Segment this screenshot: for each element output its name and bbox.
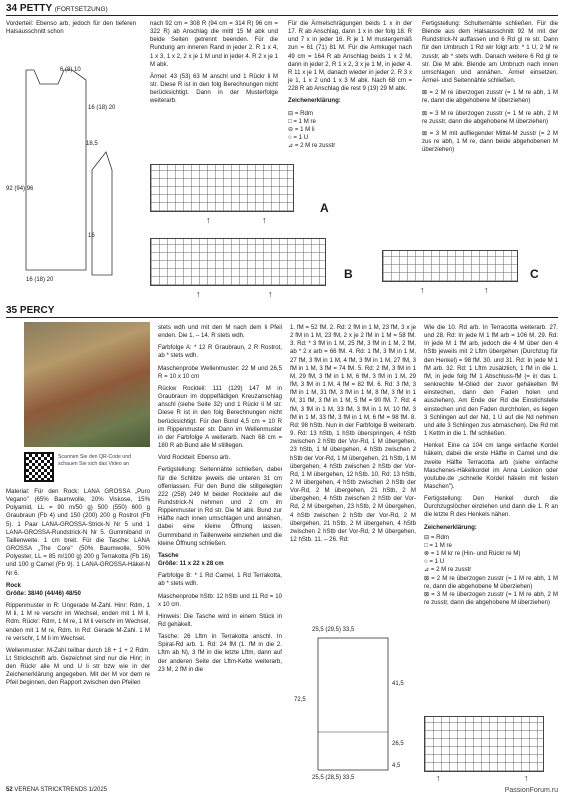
- chart-grid-a: [150, 164, 294, 212]
- section-header-petty: [6, 2, 108, 15]
- section-title: PETTY: [19, 3, 52, 14]
- repeat-arrow-icon: ↑: [262, 215, 267, 225]
- measure-length: 92 (94) 96: [6, 186, 34, 192]
- chart-label-a: A: [320, 201, 329, 215]
- repeat-arrow-icon: ↑: [436, 773, 441, 783]
- repeat-arrow-icon: ↑: [524, 773, 529, 783]
- section-title: PERCY: [19, 305, 55, 316]
- bag-dim-width: 25,5 (28,5) 33,5: [312, 775, 355, 781]
- watermark: PassionForum.ru: [504, 787, 558, 794]
- percy-col4: Wie die 10. Rd arb. In Terracotta weiterarb. 27. und 28. Rd: In jede M 1 fM arb = 106 M. 29. Rd: In jede M 1 fM arb, jedoch die 4 M über den 4 hStb jeweils mit 2 Lftm übergehen (Durchzug für den Henkel) = 98 fM. 30. und 31. Rd: In jede M 1 fM arb. 32. Rd: 1 Lftm zusätzlich, 1 fM in die 1. fM, in jede folg fM 1 Abschluss-fM (= in das 1. senkrechte M-Glied der zuvor gehäkelten fM einstechen, dann den Faden holen und ausziehen). Am Ende der Rd die Einstichstelle einstechen und den Faden durchholen, es liegen 3 Schlingen auf der Nd, 1 U auf die Nd nehmen und alle 3 Schlingen zus abmaschen). Die Rd mit 1 Kettm in die 1. fM schließen. Henkel: Eine ca 104 cm lange einfache Kordel häkeln, dabei die erste Hälfte in Camel und die zweite Hälfte Terracotta arb (siehe einfache Maschenes-Häkelkordel im Anna Lexikon oder youtube.de „schnelle Kordel häkeln mit festen Maschen"). Fertigstellung: Den Henkel durch die Durchzugslöcher einziehen und dann die 1. R an die letzte R des Henkels nähen. Zeichenerklärung: ⊟ = Rdm □ = 1 M re ⊗ = 1 M kr re (Hin- und Rückr re M) ○ = 1 U ⊿ = 2 M re zusstr ⊠ = 2 M re überzogen zusstr (= 1 M re abh, 1 M re, dann die abgehobene M überziehen) ⊠ = 3 M re überzogen zusstr (= 1 M re abh, 2 M re zusstr, dann die abgehobene M überziehen): [424, 324, 558, 606]
- repeat-arrow-icon: ↑: [484, 285, 489, 295]
- percy-col3: 1. fM = 52 fM. 2. Rd: 2 fM in 1 M, 23 fM, 3 x je 2 fM in 1 M, 23 fM, 2 x je 2 fM in 1 M = 58 fM. 3. Rd: * 3 fM in 1 M, 25 fM, 3 fM in 1 M, 2 fM, ab * 2 x arb = 66 fM. 4. Rd: 1 fM, 3 fM in 1 M, 27 fM, 3 fM in 1 M, 4 fM, 3 fM in 1 M, 27 fM, 3 fM in 1 M, 3 fM = 74 fM. 5. Rd: 2 fM, 3 fM in 1 M, 29 fM, 3 fM in 1 M, 6 fM, 3 fM in 1 M, 29 fM, 3 fM in 1 M, 4 fM = 82 fM. 6. Rd: 3 fM, 3 fM in 1 M, 31 fM, 3 fM in 1 M, 8 fM, 3 fM in 1 M, 31 fM, 3 fM in 1 M, 5 fM = 90 fM. 7. Rd: 4 fM, 3 fM in 1 M, 33 fM, 3 fM in 1 M, 10 fM, 3 fM in 1 M, 33 fM, 3 fM in 1 M, 6 fM = 98 fM. 8. Rd: 98 hStb. Nun in der Farbfolge B weiterarb. 9. Rd: 13 hStb, 1 hStb überspringen, 4 hStb zwischen 2 hStb der Vor-Rd, 1 M übergehen, 23 hStb, 1 M übergehen, 4 hStb zwischen 2 hStb der Vor-Rd, 1 M übergehen, 21 hStb, 1 M übergehen, 4 hStb zwischen 2 hStb der Vor-Rd, 1 M übergehen, 12 hStb. 10. Rd: 13 hStb, 2 M übergehen, 4 hStb zwischen 2 hStb der Vor-Rd, 2 M übergehen, 21 hStb, 2 M übergehen, 4 hStb zwischen 2 hStb der Vor-Rd, 2 M übergehen, 23 hStb, 2 M übergehen, 4 hStb zwischen 2 hStb der Vor-Rd, 2 M übergehen, 21 hStb, 2 M übergehen, 4 hStb zwischen 2 hStb der Vor-Rd, 2 M übergehen, 12 hStb. 11. – 26. Rd:: [290, 324, 417, 544]
- measure-top: 6 (8) 10: [60, 67, 81, 73]
- model-photo: [24, 322, 150, 447]
- petty-col1: Vorderteil: Ebenso arb, jedoch für den tieferen Halsausschnitt schon: [6, 20, 136, 36]
- chart-grid-c: [382, 250, 518, 282]
- percy-legend: ⊟ = Rdm □ = 1 M re ⊗ = 1 M kr re (Hin- und Rückr re M) ○ = 1 U ⊿ = 2 M re zusstr ⊠ = 2 M re überzogen zusstr (= 1 M re abh, 1 M re, dann die abgehobene M überziehen) ⊠ = 3 M re überzogen zusstr (= 1 M re abh, 2 M re zusstr, dann die abgehobene M überziehen): [424, 533, 558, 606]
- measure-sleeve: 16: [88, 233, 95, 239]
- chart-label-c: C: [530, 267, 539, 281]
- repeat-arrow-icon: ↑: [206, 215, 211, 225]
- repeat-arrow-icon: ↑: [420, 285, 425, 295]
- chart-grid-b: [150, 238, 326, 286]
- qr-code[interactable]: [24, 452, 54, 482]
- measure-width: 16 (18) 20: [26, 277, 54, 283]
- header-rule: [6, 15, 558, 16]
- petty-col2: nach 92 cm = 308 R (94 cm = 314 R) 96 cm = 322 R) ab Anschlag die mittl 15 M abk und beide Seiten getrennt beenden. Für die Rundung am inneren Rand in jeder 2. R 1 x 4, 1 x 3, 1 x 2, 2 x je 1 M und in jeder 4. R 2 x je 1 M abk. Ärmel: 43 (53) 63 M anschl und 1 Rückr li M str. Diese R ist in den folg Berechnungen nicht berücksichtigt. Dann in der Musterfolge weiterarb.: [150, 20, 278, 105]
- section-number: 35: [6, 305, 18, 316]
- bag-dim-height: 41,5: [392, 681, 404, 687]
- measure-armhole: 18,5: [86, 141, 98, 147]
- chart-label-b: B: [344, 267, 353, 281]
- percy-chart-grid: [424, 716, 544, 772]
- bag-dim-total: 72,5: [294, 697, 306, 703]
- repeat-arrow-icon: ↑: [268, 289, 273, 299]
- section-number: 34: [6, 3, 18, 14]
- section-header-percy: [6, 304, 54, 317]
- page-footer: 52 VERENA STRICKTRENDS 1/2025: [6, 787, 108, 793]
- petty-col3: Für die Ärmelschrägungen beids 1 x in der 17. R ab Anschlag, dann 1 x in der folg 18. R und 7 x in jeder 16. R je 1 M mustergemäß zun = 61 (71) 81 M. Für die Armkugel nach 49 cm = 164 R ab Anschlag beids 1 x 2 M, dann in jeder 2. R 1 x 2, 3 x je 1 M, in jeder 4. R 11 x je 1 M, danach wieder in jeder 2. R 3 x je 1, 1 x 2 und 1 x 3 M abk. Nach 68 cm = 228 R ab Anschlag die rest 9 (19) 29 M abk. Zeichenerklärung: ⊟ = Rdm □ = 1 M re ⊖ = 1 M li ○ = 1 U ⊿ = 2 M re zusstr: [288, 20, 412, 150]
- repeat-arrow-icon: ↑: [196, 289, 201, 299]
- measure-shoulder: 16 (18) 20: [88, 105, 116, 111]
- bag-schematic: [290, 624, 418, 784]
- percy-col1: Material: Für den Rock: LANA GROSSA „Puro Vegano" (65% Baumwolle, 20% Viskose, 15% Polyamid, LL = 90 m/50 g) 500 (550) 600 g Graubraun (Fb 4) und 150 (200) 200 g Rostrot (Fb 5). 1 Paar LANA-GROSSA-Strick-N Nr 5 und 1 LANA-GROSSA-Rundstrick-N Nr 5. Gummiband in Taillenweite. 1 cm breit. Für die Tasche: LANA GROSSA „The Core" (50% Baumwolle, 50% Polyester, LL = 85 m/100 g) 200 g Terrakotta (Fb 16) und 100 g Camel (Fb 9). 1 LANA-GROSSA-Häkel-N Nr 6. Rock Größe: 38/40 (44/46) 48/50 Rippenmuster in R: Ungerade M-Zahl. Hinr: Rdm, 1 M li, 1 M re verschr im Wechsel, enden mit 1 M li, Rdm. Rückr: Rdm, 1 M re, 1 M li verschr im Wechsel, enden mit 1 M re, Rdm. In Rd: Gerade M-Zahl. 1 M re verschr, 1 M li im Wechsel. Wellenmuster: M-Zahl teilbar durch 18 + 1 + 2 Rdm. Lt Strickschrift arb. Gezeichnet sind nur die Hinr; in den Rückr alle M und U li str bzw wie in der Zeichenerklärung angegeben. Mit der M vor dem re Pfeil beginnen, den Rapport zwischen den Pfeilen: [6, 488, 150, 687]
- petty-schematic: [6, 60, 126, 290]
- bag-dim-bottom: 26,5: [392, 741, 404, 747]
- petty-legend: ⊟ = Rdm □ = 1 M re ⊖ = 1 M li ○ = 1 U ⊿ = 2 M re zusstr: [288, 109, 336, 150]
- petty-col4: Fertigstellung: Schulternähte schließen. Für die Blende aus dem Halsausschnitt 92 M mit der Rundstrick-N auffassen und 6 Rd gl re str. Dann für den Umbruch 1 Rd wir folgt arb: * 1 U, 2 M re zusstr, ab * stets wdh. Danach weitere 6 Rd gl re str. Die M abk. Blende am Umbruch nach innen umschlagen und annähen. Ärmel einsetzen. Ärmel- und Seitennähte schließen. ⊠ = 2 M re überzogen zusstr (= 1 M re abh, 1 M re, dann die abgehobene M überziehen) ⊠ = 3 M re überzogen zusstr (= 1 M re abh, 2 M re zusstr, dann die abgehobene M überziehen) ⊠ = 3 M mit aufliegender Mittel-M zusstr (= 2 M zus re abh, 1 M re, dann beide abgehobenen M überziehen): [422, 20, 558, 154]
- bag-dim-top: 25,5 (29,5) 33,5: [312, 627, 355, 633]
- section-subtitle: (FORTSETZUNG): [54, 6, 108, 13]
- header-rule: [6, 317, 558, 318]
- bag-dim-base: 4,5: [392, 763, 401, 769]
- percy-col2: stets wdh und mit den M nach dem li Pfeil enden. Die 1. – 14. R stets wdh. Farbfolge A: * 12 R Graubraun, 2 R Rostrot, ab * stets wdh. Maschenprobe Wellenmuster: 22 M und 26,5 R = 10 x 10 cm Rückw Rockteil: 111 (129) 147 M in Graubraun im doppelfädigen Kreuzanschlag anschl (siehe Seite 32) und 1 Rückr li M str. Diese R ist in den folg Berechnungen nicht berücksichtigt. Für den Bund 4,5 cm = 10 R im Rippenmuster str. Dann im Wellenmuster in der Farbfolge A weiterarb. Nach 68 cm = 180 R ab Bund alle M stilllegen. Vord Rockteil: Ebenso arb. Fertigstellung: Seitennähte schließen, dabei für die Schlitze jeweils die unteren 31 cm offenlassen. Für den Bund die stillgelegten 222 (258) 249 M beider Rockteile auf die Rundstrick-N nehmen und 2 cm im Rippenmuster in Rd str. Die M abk. Bund zur Hälfte nach innen umschlagen und annähen, dabei eine kleine Öffnung lassen. Gummiband in Taillenweite einziehen und die kleine Öffnung schließen. Tasche Größe: 11 x 22 x 28 cm Farbfolge B: * 1 Rd Camel, 1 Rd Terrakotta, ab * stets wdh. Maschenprobe hStb: 12 hStb und 11 Rd = 10 x 10 cm. Hinweis: Die Tasche wird in einem Stück in Rd gehäkelt. Tasche: 26 Lftm in Terrakotta anschl. In Spiral-Rd arb. 1. Rd: 24 fM (1. fM in die 2. Lftm ab N), 3 fM in die letzte Lftm, dann auf der anderen Seite der Lftm-Kette weiterarb, 23 M, 2 fM in die: [158, 324, 282, 673]
- qr-caption: Scannen Sie den QR-Code und schauen Sie sich das Video an: [58, 454, 131, 467]
